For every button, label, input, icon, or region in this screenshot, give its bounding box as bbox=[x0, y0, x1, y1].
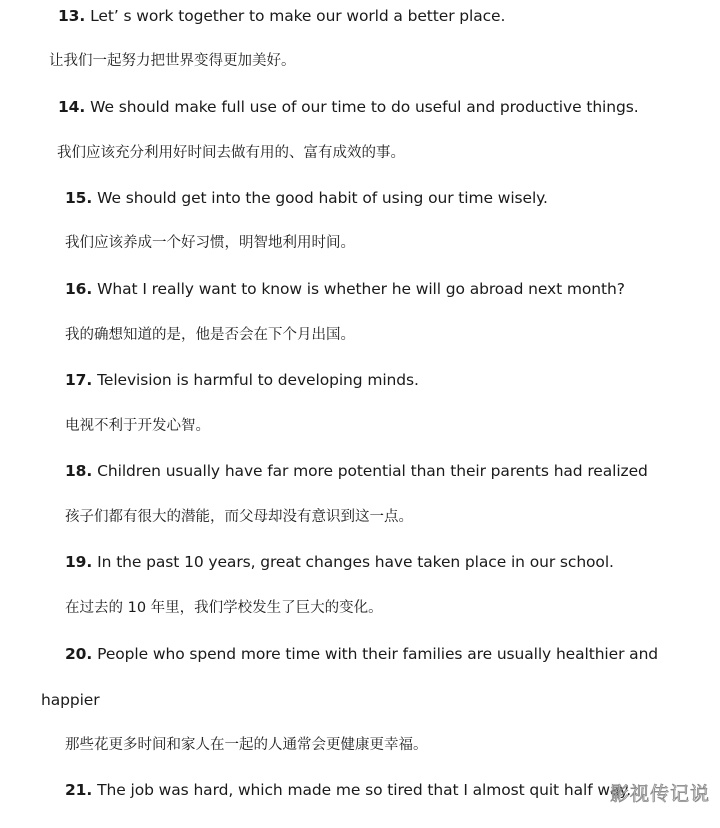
item-number: 18. bbox=[65, 462, 93, 480]
sentence-20-en bbox=[65, 644, 658, 664]
item-number: 21. bbox=[65, 781, 93, 799]
english-text: In the past 10 years, great changes have taken place in our school. bbox=[97, 553, 614, 571]
sentence-17-zh: 电视不利于开发心智。 bbox=[65, 418, 210, 434]
english-text: Let’ s work together to make our world a better place. bbox=[90, 7, 506, 25]
sentence-14-en bbox=[58, 97, 639, 117]
english-text: Television is harmful to developing minds. bbox=[97, 371, 419, 389]
sentence-17-en bbox=[65, 370, 419, 390]
sentence-15-zh: 我们应该养成一个好习惯，明智地利用时间。 bbox=[65, 235, 355, 251]
sentence-13-en bbox=[58, 6, 505, 26]
english-text: People who spend more time with their families are usually healthier and bbox=[97, 645, 659, 663]
sentence-20-en-continuation: happier bbox=[41, 691, 100, 709]
sentence-18-en bbox=[65, 461, 648, 481]
sentence-21-en bbox=[65, 780, 631, 800]
sentence-19-en bbox=[65, 552, 614, 572]
sentence-20-zh: 那些花更多时间和家人在一起的人通常会更健康更幸福。 bbox=[65, 737, 428, 753]
item-number: 13. bbox=[58, 7, 86, 25]
sentence-15-en bbox=[65, 188, 548, 208]
english-text: We should get into the good habit of using our time wisely. bbox=[97, 189, 548, 207]
watermark: 影视传记说 bbox=[610, 783, 711, 805]
sentence-16-zh: 我的确想知道的是，他是否会在下个月出国。 bbox=[65, 327, 355, 343]
english-text: The job was hard, which made me so tired that I almost quit half way. bbox=[97, 781, 632, 799]
sentence-14-zh: 我们应该充分利用好时间去做有用的、富有成效的事。 bbox=[57, 145, 405, 161]
english-text: What I really want to know is whether he will go abroad next month? bbox=[97, 280, 625, 298]
sentence-13-zh: 让我们一起努力把世界变得更加美好。 bbox=[49, 53, 296, 69]
item-number: 16. bbox=[65, 280, 93, 298]
sentence-18-zh: 孩子们都有很大的潜能，而父母却没有意识到这一点。 bbox=[65, 509, 413, 525]
english-text: We should make full use of our time to do useful and productive things. bbox=[90, 98, 639, 116]
sentence-19-zh: 在过去的 10 年里，我们学校发生了巨大的变化。 bbox=[65, 600, 383, 616]
item-number: 15. bbox=[65, 189, 93, 207]
item-number: 20. bbox=[65, 645, 93, 663]
item-number: 17. bbox=[65, 371, 93, 389]
item-number: 14. bbox=[58, 98, 86, 116]
sentence-16-en bbox=[65, 279, 625, 299]
item-number: 19. bbox=[65, 553, 93, 571]
english-text: Children usually have far more potential than their parents had realized bbox=[97, 462, 648, 480]
